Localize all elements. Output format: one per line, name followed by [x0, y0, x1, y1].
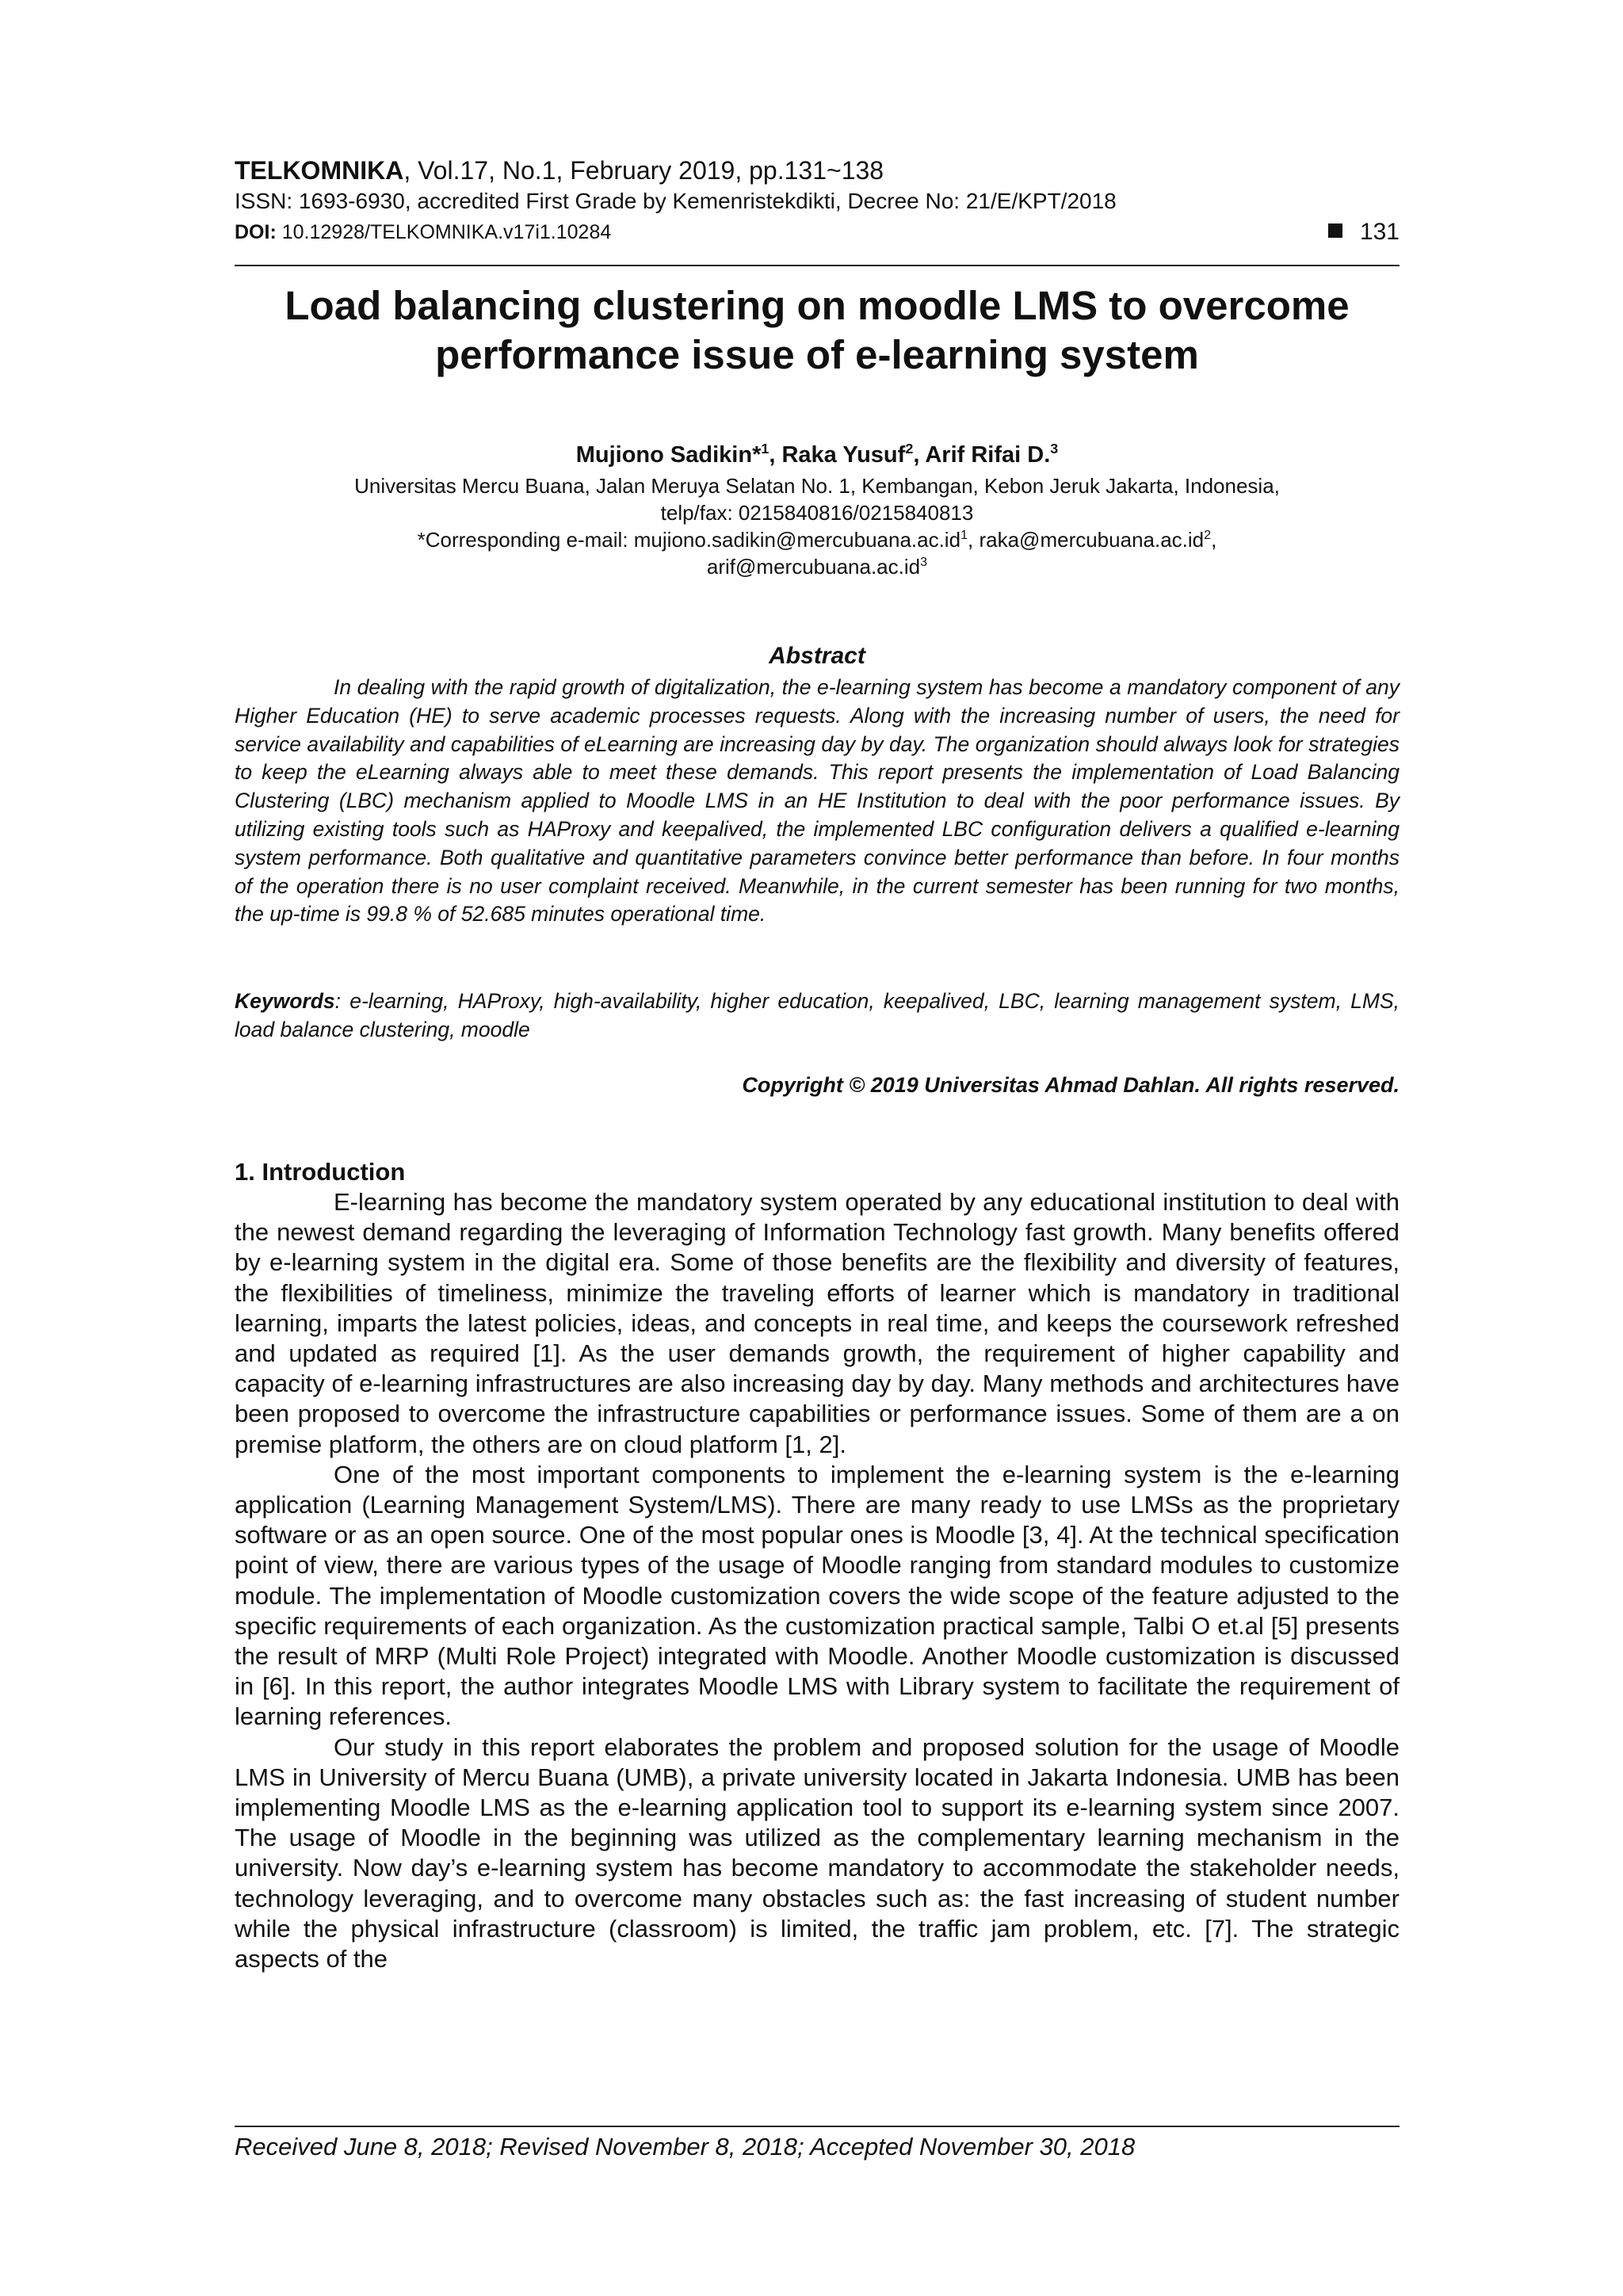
paragraph: E-learning has become the mandatory system operated by any educational institution to deal with the newest demand regarding the leveraging of Information Technology fast growth. Many benefits offered by e-learning system in the digital era. Some of those benefits are the flexibility and diversity of features, the flexibilities of timeliness, minimize the traveling efforts of learner which is mandatory in traditional learning, imparts the latest policies, ideas, and concepts in real time, and keeps the coursework refreshed and updated as required [1]. As the user demands growth, the requirement of higher capability and capacity of e-learning infrastructures are also increasing day by day. Many methods and architectures have been proposed to overcome the infrastructure capabilities or performance issues. Some of them are a on premise platform, the others are on cloud platform [1, 2].: [235, 1188, 1400, 1458]
author-separator: ,: [913, 442, 926, 468]
square-bullet-icon: [1328, 223, 1342, 238]
section-body: [235, 1187, 1400, 1974]
journal-name: TELKOMNIKA: [235, 156, 404, 185]
affiliation-line-2: telp/fax: 0215840816/0215840813: [660, 501, 974, 525]
author-list: [235, 441, 1400, 469]
doi-line: [235, 219, 1400, 246]
page-number-value: 131: [1359, 219, 1400, 245]
email-3-sup: 3: [920, 555, 928, 570]
author-2-sup: 2: [905, 440, 914, 457]
email-2: , raka@mercubuana.ac.id: [968, 528, 1205, 552]
keywords: [235, 987, 1400, 1044]
affiliation-block: [235, 472, 1400, 580]
issn-line: ISSN: 1693-6930, accredited First Grade by Kemenristekdikti, Decree No: 21/E/KPT/2018: [235, 189, 1117, 213]
journal-header: [235, 155, 884, 185]
header-rule: [235, 265, 1400, 266]
abstract-text: In dealing with the rapid growth of digitalization, the e-learning system has become a mandatory component of any Higher Education (HE) to serve academic processes requests. Along with the increasing number of users, the need for service availability and capabilities of eLearning are increasing day by day. The organization should always look for strategies to keep the eLearning always able to meet these demands. This report presents the implementation of Load Balancing Clustering (LBC) mechanism applied to Moodle LMS in an HE Institution to deal with the poor performance issues. By utilizing existing tools such as HAProxy and keepalived, the implemented LBC configuration delivers a qualified e-learning system performance. Both qualitative and quantitative parameters convince better performance than before. In four months of the operation there is no user complaint received. Meanwhile, in the current semester has been running for two months, the up-time is 99.8 % of 52.685 minutes operational time.: [235, 675, 1400, 926]
title-line-2: performance issue of e-learning system: [435, 332, 1199, 377]
email-2-sup: 2: [1204, 528, 1212, 543]
affiliation-line-1: Universitas Mercu Buana, Jalan Meruya Selatan No. 1, Kembangan, Kebon Jeruk Jakarta, Indonesia,: [354, 474, 1280, 498]
paragraph: One of the most important components to implement the e-learning system is the e-learning application (Learning Management System/LMS). There are many ready to use LMSs as the proprietary software or as an open source. One of the most popular ones is Moodle [3, 4]. At the technical specification point of view, there are various types of the usage of Moodle ranging from standard modules to customize module. The implementation of Moodle customization covers the wide scope of the feature adjusted to the specific requirements of each organization. As the customization practical sample, Talbi O et.al [5] presents the result of MRP (Multi Role Project) integrated with Moodle. Another Moodle customization is discussed in [6]. In this report, the author integrates Moodle LMS with Library system to facilitate the requirement of learning references.: [235, 1460, 1400, 1731]
author-3: Arif Rifai D.: [925, 442, 1051, 468]
doi-value: 10.12928/TELKOMNIKA.v17i1.10284: [276, 221, 612, 243]
volume-info: , Vol.17, No.1, February 2019, pp.131~138: [403, 156, 884, 185]
title-line-1: Load balancing clustering on moodle LMS to overcome: [285, 283, 1350, 328]
author-separator: ,: [769, 442, 782, 468]
email-line: [235, 526, 1400, 553]
page-number: [1328, 219, 1400, 246]
author-3-sup: 3: [1050, 440, 1059, 457]
keywords-text: : e-learning, HAProxy, high-availability, higher education, keepalived, LBC, learning management system, LMS, load balance clustering, moodle: [235, 989, 1400, 1041]
keywords-label: Keywords: [235, 989, 335, 1013]
footer-dates: Received June 8, 2018; Revised November 8, 2018; Accepted November 30, 2018: [235, 2133, 1136, 2160]
email-1-sup: 1: [960, 528, 968, 543]
author-1-sup: 1: [761, 440, 769, 457]
abstract-heading: Abstract: [769, 643, 865, 669]
email-line-end: ,: [1211, 528, 1217, 552]
email-3: arif@mercubuana.ac.id: [706, 555, 921, 579]
paper-page: [235, 0, 1400, 2296]
email-prefix: *Corresponding e-mail: mujiono.sadikin@mercubuana.ac.id: [417, 528, 961, 552]
email-line-2: [235, 553, 1400, 580]
copyright-notice: Copyright © 2019 Universitas Ahmad Dahlan. All rights reserved.: [742, 1073, 1400, 1097]
author-2: Raka Yusuf: [781, 442, 906, 468]
author-1: Mujiono Sadikin*: [575, 442, 762, 468]
paper-title: [235, 281, 1400, 380]
section-heading: 1. Introduction: [235, 1158, 406, 1186]
doi-label: DOI:: [235, 221, 277, 243]
paragraph: Our study in this report elaborates the problem and proposed solution for the usage of Moodle LMS in University of Mercu Buana (UMB), a private university located in Jakarta Indonesia. UMB has been implementing Moodle LMS as the e-learning application tool to support its e-learning system since 2007. The usage of Moodle in the beginning was utilized as the complementary learning mechanism in the university. Now day’s e-learning system has become mandatory to accommodate the stakeholder needs, technology leveraging, and to overcome many obstacles such as: the fast increasing of student number while the physical infrastructure (classroom) is limited, the traffic jam problem, etc. [7]. The strategic aspects of the: [235, 1733, 1400, 1973]
footer-rule: [235, 2126, 1400, 2127]
